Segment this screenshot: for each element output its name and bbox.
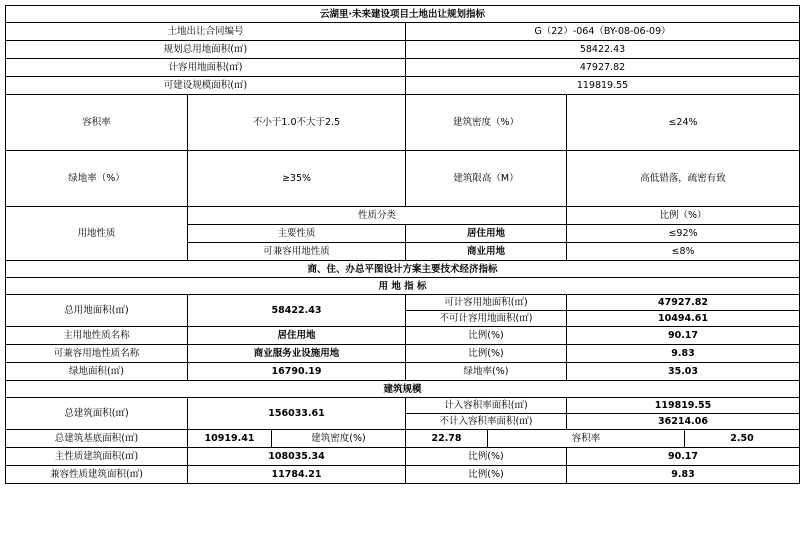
green-value: ≥35%	[188, 151, 406, 207]
total-area-label: 规划总用地面积(㎡)	[6, 41, 406, 59]
compat-use-value: 商业用地	[406, 243, 567, 261]
build-scale-header: 建筑规模	[6, 381, 800, 398]
main-use-value: 居住用地	[406, 225, 567, 243]
nonfar-build-label: 不计入容积率面积(㎡)	[406, 414, 567, 430]
land-indicators-header: 用 地 指 标	[6, 278, 800, 295]
far-area-value: 47927.82	[406, 59, 800, 77]
buildable-label: 可建设规模面积(㎡)	[6, 77, 406, 95]
far-build-value: 119819.55	[567, 398, 800, 414]
planning-indicator-sheet	[5, 5, 799, 484]
compat-use-label: 可兼容用地性质	[188, 243, 406, 261]
compat-build-ratio-value: 9.83	[567, 466, 800, 484]
nonfar-land-value: 10494.61	[567, 311, 800, 327]
contract-no-label: 土地出让合同编号	[6, 23, 406, 41]
main-use-ratio-label: 比例(%)	[406, 327, 567, 345]
ratio-header: 比例（%）	[567, 207, 800, 225]
green-rate-value: 35.03	[567, 363, 800, 381]
buildable-value: 119819.55	[406, 77, 800, 95]
density-value: 22.78	[406, 430, 488, 448]
green-area-label: 绿地面积(㎡)	[6, 363, 188, 381]
height-value: 高低错落，疏密有致	[567, 151, 800, 207]
table-title: 云湖里·未来建设项目土地出让规划指标	[6, 6, 800, 23]
green-rate-label: 绿地率(%)	[406, 363, 567, 381]
total-build-value: 156033.61	[188, 398, 406, 430]
far-land-label: 可计容用地面积(㎡)	[406, 295, 567, 311]
total-area-value: 58422.43	[406, 41, 800, 59]
nonfar-build-value: 36214.06	[567, 414, 800, 430]
far-area-label: 计容用地面积(㎡)	[6, 59, 406, 77]
far-label: 容积率	[6, 95, 188, 151]
compat-use-name-label: 可兼容用地性质名称	[6, 345, 188, 363]
contract-no-value: G（22）-064（BY-08-06-09）	[406, 23, 800, 41]
total-build-label: 总建筑面积(㎡)	[6, 398, 188, 430]
compat-use-name-value: 商业服务业设施用地	[188, 345, 406, 363]
far-label-2: 容积率	[488, 430, 685, 448]
density-label: 建筑密度(%)	[272, 430, 406, 448]
landuse-label: 用地性质	[6, 207, 188, 261]
compat-build-label: 兼容性质建筑面积(㎡)	[6, 466, 188, 484]
compat-use-ratio: ≤8%	[567, 243, 800, 261]
main-use-name-value: 居住用地	[188, 327, 406, 345]
far-value: 不小于1.0不大于2.5	[188, 95, 406, 151]
density-value: ≤24%	[567, 95, 800, 151]
main-build-label: 主性质建筑面积(㎡)	[6, 448, 188, 466]
far-land-value: 47927.82	[567, 295, 800, 311]
section-title: 商、住、办总平图设计方案主要技术经济指标	[6, 261, 800, 278]
footprint-label: 总建筑基底面积(㎡)	[6, 430, 188, 448]
compat-build-ratio-label: 比例(%)	[406, 466, 567, 484]
far-build-label: 计入容积率面积(㎡)	[406, 398, 567, 414]
density-label: 建筑密度（%）	[406, 95, 567, 151]
compat-use-ratio-value: 9.83	[567, 345, 800, 363]
main-use-ratio: ≤92%	[567, 225, 800, 243]
main-use-label: 主要性质	[188, 225, 406, 243]
footprint-value: 10919.41	[188, 430, 272, 448]
green-area-value: 16790.19	[188, 363, 406, 381]
compat-build-value: 11784.21	[188, 466, 406, 484]
category-header: 性质分类	[188, 207, 567, 225]
total-land-label: 总用地面积(㎡)	[6, 295, 188, 327]
far-value-2: 2.50	[685, 430, 800, 448]
main-use-ratio-value: 90.17	[567, 327, 800, 345]
green-label: 绿地率（%）	[6, 151, 188, 207]
main-build-ratio-value: 90.17	[567, 448, 800, 466]
main-use-name-label: 主用地性质名称	[6, 327, 188, 345]
compat-use-ratio-label: 比例(%)	[406, 345, 567, 363]
main-build-value: 108035.34	[188, 448, 406, 466]
total-land-value: 58422.43	[188, 295, 406, 327]
main-build-ratio-label: 比例(%)	[406, 448, 567, 466]
indicator-table	[5, 5, 800, 484]
height-label: 建筑限高（M）	[406, 151, 567, 207]
nonfar-land-label: 不可计容用地面积(㎡)	[406, 311, 567, 327]
